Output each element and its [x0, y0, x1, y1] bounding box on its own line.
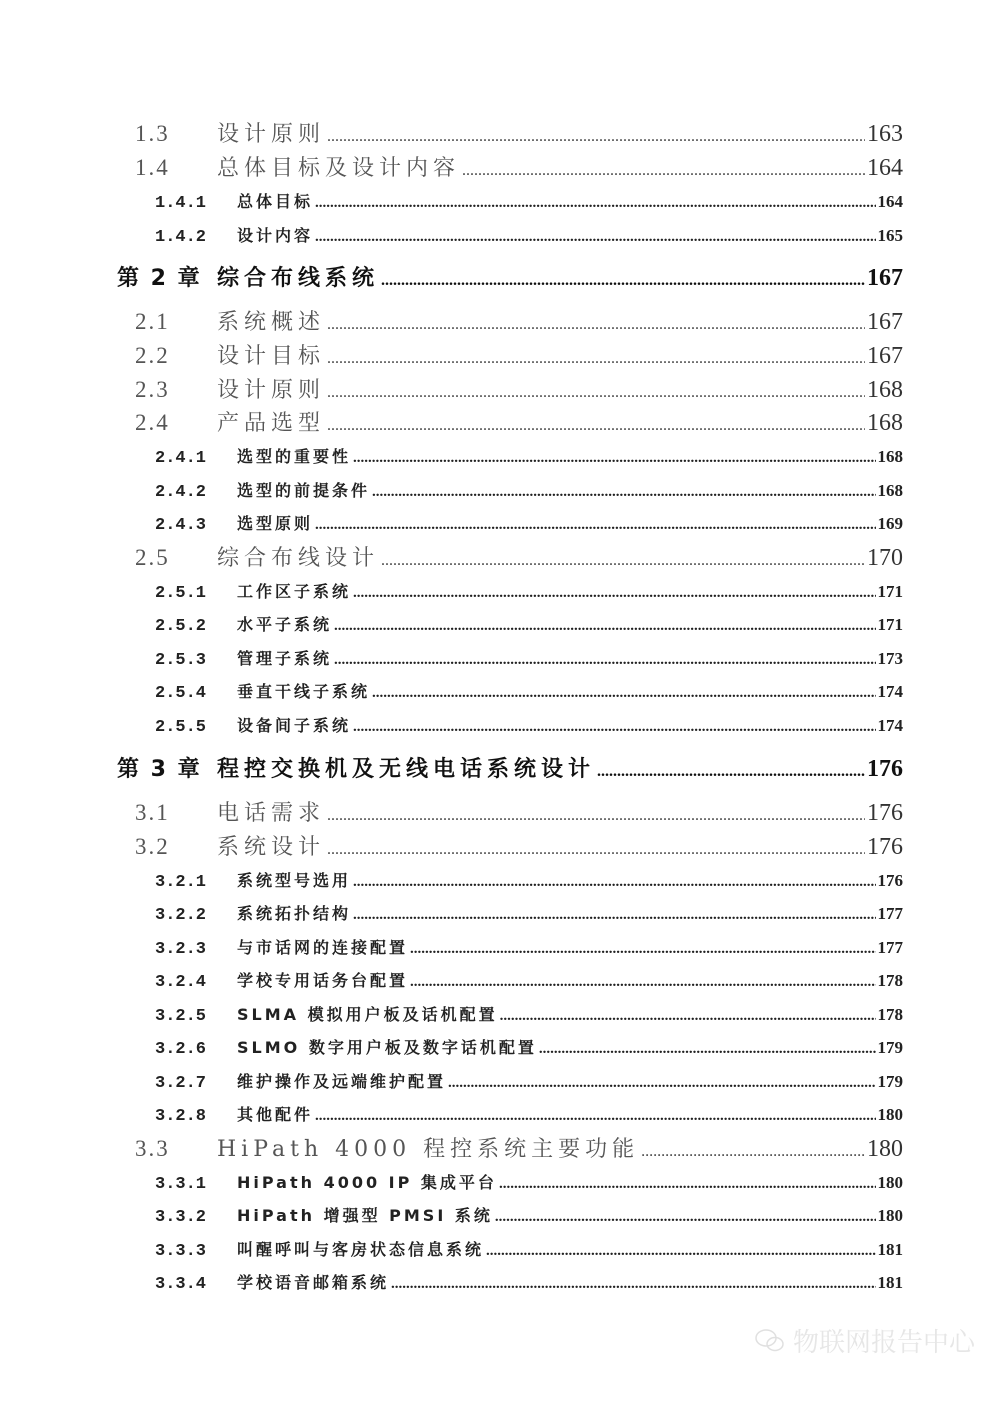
toc-entry-number: 3.3.4	[155, 1275, 207, 1294]
toc-entry-page: 167	[867, 343, 903, 369]
toc-entry-page: 176	[877, 871, 903, 890]
toc-entry-page: 164	[877, 192, 903, 211]
toc-entry[interactable]	[155, 1170, 903, 1194]
toc-entry-number: 1.4.2	[155, 228, 207, 247]
toc-entry-number: 2.5	[135, 545, 170, 570]
toc-entry-number: 2.5.1	[155, 584, 207, 603]
toc-entry-number: 3.3.3	[155, 1242, 207, 1261]
toc-entry-title: 综合布线系统	[217, 266, 380, 291]
toc-entry[interactable]	[155, 444, 903, 468]
toc-entry-page: 179	[877, 1038, 903, 1057]
toc-entry-title: HiPath 4000 程控系统主要功能	[217, 1137, 640, 1162]
toc-entry-title: 系统设计	[217, 835, 326, 860]
toc-entry-page: 180	[877, 1105, 903, 1124]
toc-entry[interactable]	[155, 968, 903, 992]
toc-entry-number: 第 2 章	[117, 266, 202, 291]
toc-entry-title: 选型的前提条件	[237, 481, 371, 500]
toc-entry-number: 2.1	[135, 309, 170, 334]
toc-entry-number: 3.2.7	[155, 1074, 207, 1093]
toc-entry-number: 1.3	[135, 121, 170, 146]
toc-entry-page: 167	[867, 309, 903, 335]
toc-entry[interactable]	[155, 868, 903, 892]
dot-leader	[495, 1209, 876, 1226]
watermark	[755, 1322, 975, 1359]
toc-entry-title: 与市话网的连接配置	[237, 938, 409, 957]
toc-entry-number: 1.4.1	[155, 194, 207, 213]
dot-leader	[334, 618, 875, 635]
toc-entry-title: 设计目标	[217, 344, 326, 369]
toc-entry-page: 171	[877, 582, 903, 601]
toc-entry[interactable]	[155, 1203, 903, 1227]
toc-entry-page: 181	[877, 1240, 903, 1259]
dot-leader	[597, 763, 865, 781]
dot-leader	[334, 652, 875, 669]
toc-entry-title: 总体目标及设计内容	[217, 156, 461, 181]
toc-entry-title: 管理子系统	[237, 649, 333, 668]
dot-leader	[327, 841, 865, 859]
toc-entry[interactable]	[155, 579, 903, 603]
toc-entry-page: 176	[867, 800, 903, 826]
toc-entry-title: 系统概述	[217, 310, 326, 335]
toc-entry-number: 3.2.5	[155, 1007, 207, 1026]
toc-entry-page: 168	[867, 377, 903, 403]
toc-entry-title: 程控交换机及无线电话系统设计	[217, 757, 596, 782]
toc-entry[interactable]	[155, 478, 903, 502]
toc-entry-page: 181	[877, 1273, 903, 1292]
toc-entry-title: 产品选型	[217, 411, 326, 436]
toc-entry[interactable]	[155, 646, 903, 670]
toc-entry-title: 设计原则	[217, 122, 326, 147]
toc-entry-number: 3.2.4	[155, 973, 207, 992]
dot-leader	[372, 484, 875, 501]
toc-entry[interactable]	[135, 117, 903, 147]
toc-entry[interactable]	[155, 1069, 903, 1093]
dot-leader	[353, 585, 875, 602]
toc-entry-number: 3.2.6	[155, 1040, 207, 1059]
dot-leader	[448, 1075, 875, 1092]
toc-entry-number: 2.5.3	[155, 651, 207, 670]
dot-leader	[539, 1041, 876, 1058]
toc-entry-number: 2.3	[135, 377, 170, 402]
toc-entry-page: 180	[867, 1136, 903, 1162]
toc-entry[interactable]	[155, 189, 903, 213]
toc-entry[interactable]	[155, 679, 903, 703]
toc-entry[interactable]	[135, 305, 903, 335]
toc-entry-title: 综合布线设计	[217, 546, 380, 571]
toc-entry-number: 2.4.2	[155, 483, 207, 502]
toc-entry-number: 3.3.1	[155, 1175, 207, 1194]
toc-entry[interactable]	[155, 612, 903, 636]
toc-entry-page: 163	[867, 121, 903, 147]
toc-entry-title: 系统型号选用	[237, 871, 352, 890]
dot-leader	[315, 1108, 875, 1125]
dot-leader	[353, 450, 875, 467]
toc-entry-number: 3.1	[135, 800, 170, 825]
toc-entry-number: 3.2.8	[155, 1107, 207, 1126]
toc-entry-title: 设计原则	[217, 378, 326, 403]
toc-entry-title: 设备间子系统	[237, 716, 352, 735]
toc-entry-title: 叫醒呼叫与客房状态信息系统	[237, 1240, 485, 1259]
dot-leader	[327, 128, 865, 146]
toc-entry-page: 180	[877, 1206, 903, 1225]
toc-entry-number: 3.2.2	[155, 906, 207, 925]
toc-entry-title: 选型原则	[237, 514, 314, 533]
toc-entry-title: 系统拓扑结构	[237, 904, 352, 923]
toc-entry-page: 178	[877, 1005, 903, 1024]
toc-entry[interactable]	[155, 511, 903, 535]
toc-entry[interactable]	[155, 1035, 903, 1059]
toc-entry[interactable]	[135, 796, 903, 826]
toc-entry-number: 3.2	[135, 834, 170, 859]
dot-leader	[462, 162, 865, 180]
toc-entry[interactable]	[135, 373, 903, 403]
toc-entry-page: 174	[877, 682, 903, 701]
toc-entry[interactable]	[135, 406, 903, 436]
toc-entry-title: 维护操作及远端维护配置	[237, 1072, 447, 1091]
dot-leader	[500, 1008, 876, 1025]
toc-entry-number: 2.5.4	[155, 684, 207, 703]
dot-leader	[499, 1176, 876, 1193]
toc-entry-page: 168	[877, 481, 903, 500]
toc-entry-title: 水平子系统	[237, 615, 333, 634]
toc-entry-title: SLMA 模拟用户板及话机配置	[237, 1005, 498, 1024]
toc-entry-number: 2.2	[135, 343, 170, 368]
toc-entry[interactable]	[135, 541, 903, 571]
dot-leader	[353, 907, 875, 924]
toc-entry-number: 第 3 章	[117, 757, 202, 782]
toc-entry-number: 2.4.3	[155, 516, 207, 535]
toc-entry-title: 总体目标	[237, 192, 314, 211]
toc-entry-page: 164	[867, 155, 903, 181]
dot-leader	[381, 272, 865, 290]
toc-entry-page: 177	[877, 938, 903, 957]
toc-entry-title: HiPath 4000 IP 集成平台	[237, 1173, 497, 1192]
toc-entry-title: 选型的重要性	[237, 447, 352, 466]
toc-entry[interactable]	[155, 223, 903, 247]
toc-entry-number: 2.4.1	[155, 449, 207, 468]
toc-entry-page: 176	[867, 834, 903, 860]
dot-leader	[327, 384, 865, 402]
dot-leader	[327, 807, 865, 825]
toc-entry-number: 2.5.5	[155, 718, 207, 737]
dot-leader	[327, 417, 865, 435]
toc-entry-page: 178	[877, 971, 903, 990]
dot-leader	[353, 874, 875, 891]
toc-entry-number: 3.3.2	[155, 1208, 207, 1227]
toc-entry[interactable]	[135, 830, 903, 860]
toc-entry-page: 177	[877, 904, 903, 923]
dot-leader	[410, 974, 875, 991]
toc-entry-page: 173	[877, 649, 903, 668]
toc-entry[interactable]	[135, 151, 903, 181]
toc-entry-page: 170	[867, 545, 903, 571]
toc-entry[interactable]	[155, 1002, 903, 1026]
toc-entry[interactable]	[135, 339, 903, 369]
dot-leader	[327, 316, 865, 334]
toc-entry-title: 设计内容	[237, 226, 314, 245]
toc-entry[interactable]	[135, 1132, 903, 1162]
toc-entry-page: 179	[877, 1072, 903, 1091]
toc-entry-page: 171	[877, 615, 903, 634]
dot-leader	[372, 685, 875, 702]
toc-entry-page: 168	[877, 447, 903, 466]
toc-entry-title: 工作区子系统	[237, 582, 352, 601]
dot-leader	[391, 1276, 875, 1293]
toc-entry[interactable]	[155, 935, 903, 959]
dot-leader	[353, 719, 875, 736]
dot-leader	[315, 229, 875, 246]
dot-leader	[486, 1243, 875, 1260]
toc-entry-title: 学校语音邮箱系统	[237, 1273, 390, 1292]
toc-entry[interactable]	[155, 901, 903, 925]
toc-entry-page: 165	[877, 226, 903, 245]
toc-entry-number: 2.4	[135, 410, 170, 435]
dot-leader	[327, 350, 865, 368]
toc-entry-page: 174	[877, 716, 903, 735]
toc-entry-title: HiPath 增强型 PMSI 系统	[237, 1206, 493, 1225]
toc-entry-number: 3.2.1	[155, 873, 207, 892]
dot-leader	[315, 517, 875, 534]
toc-entry-page: 169	[877, 514, 903, 533]
toc-entry-number: 1.4	[135, 155, 170, 180]
toc-entry-title: 学校专用话务台配置	[237, 971, 409, 990]
wechat-icon	[755, 1328, 785, 1354]
toc-entry-title: 其他配件	[237, 1105, 314, 1124]
toc-entry-page: 168	[867, 410, 903, 436]
toc-entry-title: SLMO 数字用户板及数字话机配置	[237, 1038, 537, 1057]
dot-leader	[315, 195, 875, 212]
toc-entry-number: 3.3	[135, 1136, 170, 1161]
dot-leader	[641, 1143, 865, 1161]
toc-entry-number: 2.5.2	[155, 617, 207, 636]
toc-entry[interactable]	[155, 713, 903, 737]
toc-entry-number: 3.2.3	[155, 940, 207, 959]
watermark-text: 物联网报告中心	[793, 1328, 976, 1358]
toc-entry-page: 180	[877, 1173, 903, 1192]
dot-leader	[410, 941, 875, 958]
toc-entry-title: 垂直干线子系统	[237, 682, 371, 701]
toc-entry[interactable]	[155, 1237, 903, 1261]
dot-leader	[381, 552, 865, 570]
toc-entry-page: 167	[867, 265, 903, 291]
toc-chapter-entry[interactable]	[117, 752, 903, 784]
toc-entry[interactable]	[155, 1102, 903, 1126]
toc-entry[interactable]	[155, 1270, 903, 1294]
toc-entry-title: 电话需求	[217, 801, 326, 826]
toc-entry-page: 176	[867, 756, 903, 782]
toc-chapter-entry[interactable]	[117, 261, 903, 293]
